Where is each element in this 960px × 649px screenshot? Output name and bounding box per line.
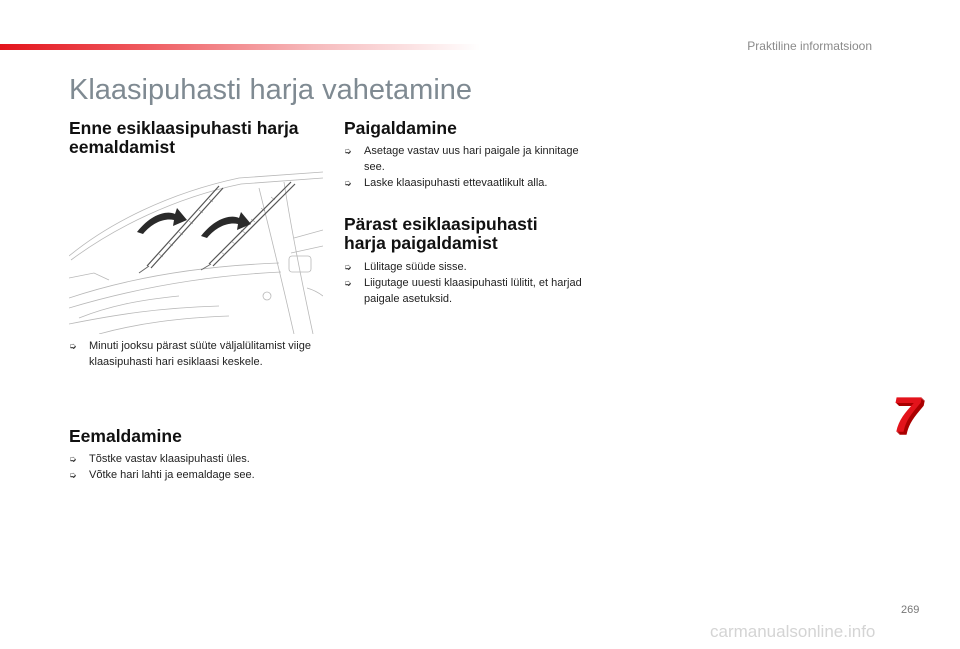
list-item: ➭ Asetage vastav uus hari paigale ja kinnitage see. <box>344 145 579 173</box>
list-item: ➭ Minuti jooksu pärast süüte väljalülitamist viige klaasipuhasti hari esiklaasi keskele. <box>69 340 311 368</box>
heading-installation: Paigaldamine <box>344 118 457 138</box>
heading-removal: Eemaldamine <box>69 426 182 446</box>
list-item: ➭ Võtke hari lahti ja eemaldage see. <box>69 469 255 481</box>
list-item: ➭ Tõstke vastav klaasipuhasti üles. <box>69 453 250 465</box>
heading-after-installation: Pärast esiklaasipuhasti harja paigaldamist <box>344 214 538 253</box>
arrow-bullet-icon: ➭ <box>344 262 352 272</box>
arrow-bullet-icon: ➭ <box>69 454 77 464</box>
removal-steps <box>69 451 329 483</box>
curved-arrow-icon <box>201 212 251 238</box>
page-title: Klaasipuhasti harja vahetamine <box>69 74 473 106</box>
arrow-bullet-icon: ➭ <box>344 178 352 188</box>
list-item: ➭ Lülitage süüde sisse. <box>344 261 467 273</box>
wiper-illustration <box>69 168 323 334</box>
header-red-bar <box>0 44 480 50</box>
list-item: ➭ Liigutage uuesti klaasipuhasti lülitit, et harjad paigale asetuksid. <box>344 277 582 305</box>
arrow-bullet-icon: ➭ <box>344 146 352 156</box>
installation-steps <box>344 143 584 191</box>
watermark: carmanualsonline.info <box>710 622 876 641</box>
arrow-bullet-icon: ➭ <box>344 278 352 288</box>
page-number: 269 <box>901 604 920 616</box>
section-title: Praktiline informatsioon <box>747 39 872 53</box>
arrow-bullet-icon: ➭ <box>69 341 77 351</box>
arrow-bullet-icon: ➭ <box>69 470 77 480</box>
chapter-number: 7 <box>892 387 920 443</box>
before-removal-steps <box>69 338 324 370</box>
list-item: ➭ Laske klaasipuhasti ettevaatlikult alla. <box>344 177 548 189</box>
heading-before-removal: Enne esiklaasipuhasti harja eemaldamist <box>69 118 299 157</box>
after-installation-steps <box>344 259 584 307</box>
